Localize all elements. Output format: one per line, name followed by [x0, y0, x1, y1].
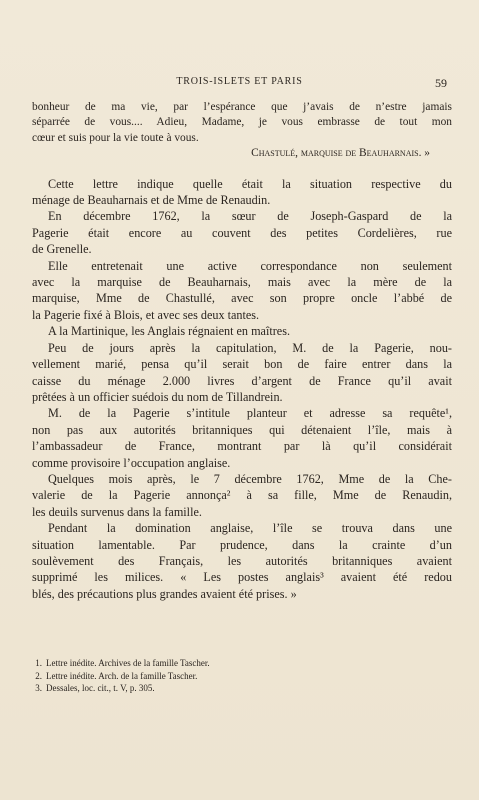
text-line: En décembre 1762, la sœur de Joseph-Gaspard de la [48, 209, 452, 224]
text-line: valerie de la Pagerie annonça² à sa fille, Mme de Renaudin, [32, 488, 452, 503]
paragraph [32, 323, 452, 339]
running-title: TROIS-ISLETS ET PARIS [176, 76, 303, 87]
page-header [32, 76, 447, 90]
text-line: avec la marquise de Beauharnais, mais avec la mère de la [32, 275, 452, 290]
text-line: Pendant la domination anglaise, l’île se trouva dans une [48, 521, 452, 536]
text-line: marquise, Mme de Chastullé, avec son propre oncle l’abbé de [32, 291, 452, 306]
paragraph [32, 471, 452, 520]
text-line: les deuils survenus dans la famille. [32, 504, 202, 519]
text-line: A la Martinique, les Anglais régnaient en maîtres. [48, 324, 290, 339]
paragraph [32, 208, 452, 257]
footnote [32, 657, 452, 670]
text-line: soulèvement des Français, les autorités britanniques avaient [32, 553, 452, 568]
paragraph [32, 405, 452, 471]
footnote-number: 1. [35, 658, 42, 668]
text-line: blés, des précautions plus grandes avaient été prises. » [32, 586, 297, 601]
footnote [32, 682, 452, 695]
text-line: Pagerie était encore au couvent des petites Cordelières, rue [32, 225, 452, 240]
footnotes [32, 657, 452, 695]
text-line: Elle entretenait une active correspondance non seulement [48, 258, 452, 273]
footnote-number: 3. [35, 683, 42, 693]
text-line: supprimé les milices. « Les postes anglais³ avaient été redou [32, 570, 452, 585]
text-line: Cette lettre indique quelle était la situation respective du [48, 176, 452, 191]
text-line: situation lamentable. Par prudence, dans la crainte d’un [32, 537, 452, 552]
quote-line: bonheur de ma vie, par l’espérance que j’avais de n’estre jamais [32, 101, 452, 113]
paragraph [32, 176, 452, 209]
text-line: caisse du ménage 2.000 livres d’argent de France qu’il avait [32, 373, 452, 388]
quote-line: séparrée de vous.... Adieu, Madame, je vous embrasse de tout mon [32, 116, 452, 129]
text-line: la Pagerie fixé à Blois, et avec ses deux tantes. [32, 307, 260, 322]
text-line: comme provisoire l’occupation anglaise. [32, 455, 231, 470]
text-line: l’ambassadeur de France, montrant par là qu’il considérait [32, 439, 452, 454]
paragraph [32, 340, 452, 406]
footnote-text: Lettre inédite. Archives de la famille Tascher. [46, 658, 210, 668]
footnote-text: Lettre inédite. Arch. de la famille Tascher. [46, 670, 198, 681]
text-line: ménage de Beauharnais et de Mme de Renaudin. [32, 193, 271, 208]
text-line: de Grenelle. [32, 242, 92, 257]
text-line: Peu de jours après la capitulation, M. de la Pagerie, nou- [48, 340, 452, 355]
paragraph [32, 520, 452, 602]
letter-signature: Chastulé, marquise de Beauharnais. » [251, 147, 430, 160]
paragraph [32, 258, 452, 324]
text-line: M. de la Pagerie s’intitule planteur et adresse sa requête¹, [48, 406, 452, 421]
quote-line: cœur et suis pour la vie toute à vous. [32, 131, 199, 144]
letter-quote [32, 100, 452, 162]
page-number: 59 [435, 76, 447, 90]
text-line: Quelques mois après, le 7 décembre 1762, Mme de la Che- [48, 471, 452, 486]
text-line: non pas aux autorités britanniques qui détenaient l’île, mais à [32, 422, 452, 437]
footnote-number: 2. [35, 670, 42, 681]
footnote-text: Dessales, loc. cit., t. V, p. 305. [46, 683, 155, 693]
text-line: vellement marié, pensa qu’il serait bon de faire entrer dans la [32, 357, 452, 372]
body-text [32, 100, 452, 602]
footnote [32, 670, 452, 683]
text-line: prêtées à un officier suédois du nom de Tillandrein. [32, 389, 283, 404]
